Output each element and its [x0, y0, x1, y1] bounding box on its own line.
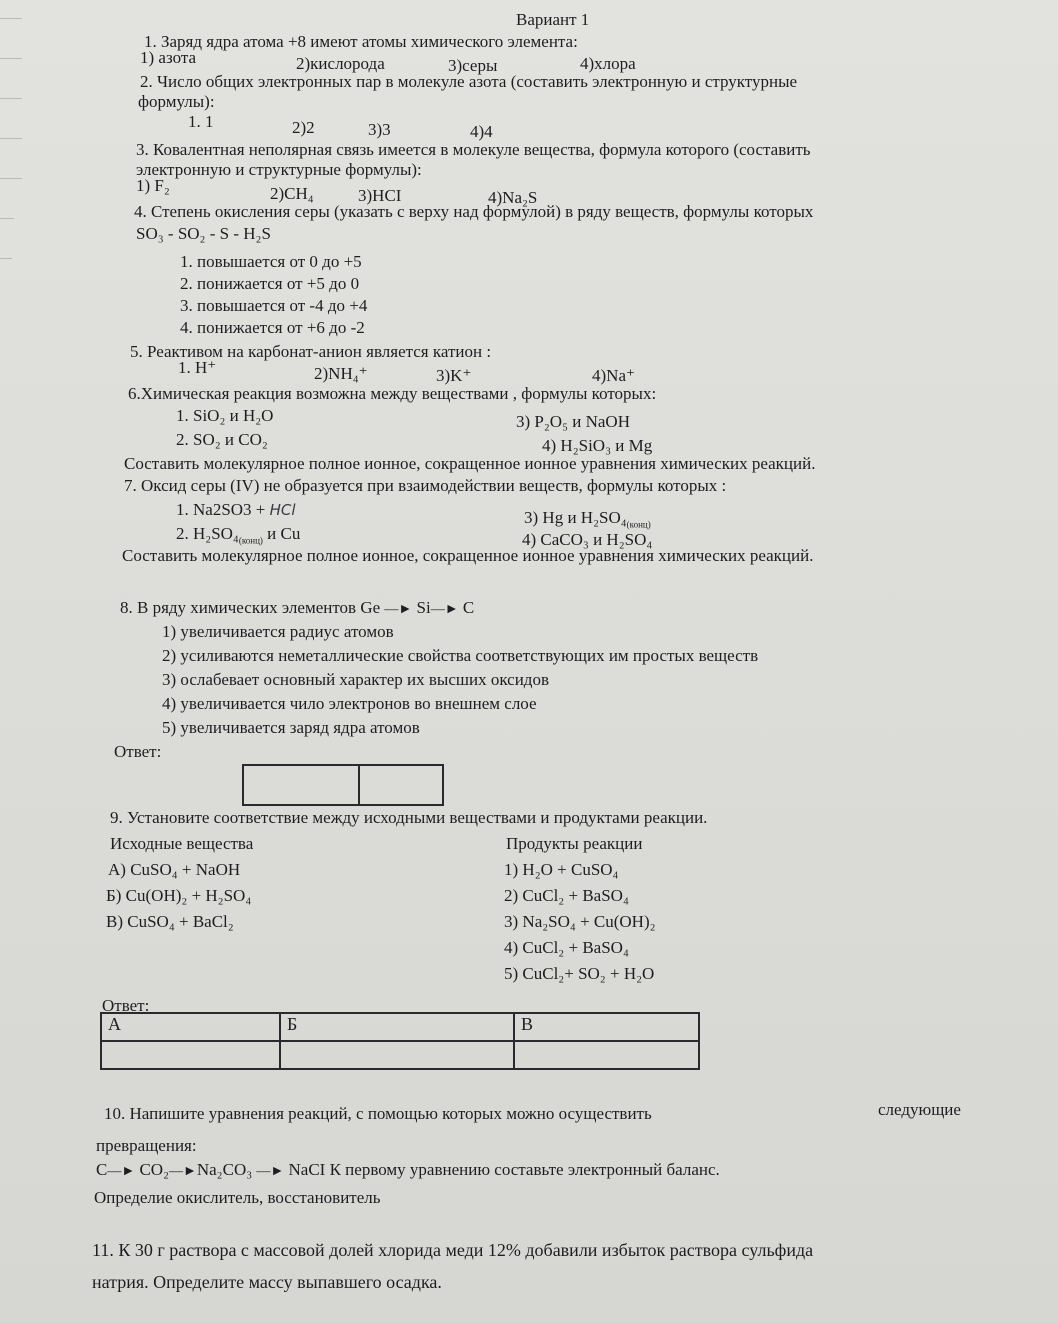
q10-text-2: превращения: [96, 1136, 197, 1155]
q4-option-3: 3. повышается от -4 до +4 [180, 296, 368, 315]
q1-option-2: 2)кислорода [296, 54, 385, 73]
q2-option-2: 2)2 [292, 118, 315, 137]
q8-element-si: Si [412, 598, 431, 617]
q9-answer-table [100, 1012, 700, 1070]
q4-text: 4. Степень окисления серы (указать с верху над формулой) в ряду веществ, формулы которых [134, 202, 814, 221]
q9-right-1: 1) H₂O + CuSO₄ [504, 860, 619, 879]
q2-option-3: 3)3 [368, 120, 391, 139]
q4-series: SO₃ - SO₂ - S - H₂S [136, 224, 271, 243]
q8-answer-boxes [242, 764, 444, 806]
q1-option-3: 3)серы [448, 56, 498, 75]
q10-arrow-2: —► [169, 1164, 197, 1179]
q2-option-1: 1. 1 [188, 112, 214, 131]
q10-chain-na2co3: Na₂CO₃ [196, 1160, 253, 1179]
q9-left-a: А) CuSO₄ + NaOH [108, 860, 241, 879]
q7-handwritten-note: HCl [269, 501, 296, 519]
q7-option-3-text: 3) Hg и H₂SO₄ [524, 508, 627, 527]
q9-right-5: 5) CuCl₂+ SO₂ + H₂O [504, 964, 655, 983]
q11-text-2: натрия. Определите массу выпавшего осадка. [92, 1272, 442, 1292]
q8-text [120, 598, 474, 620]
q9-left-header: Исходные вещества [110, 834, 254, 853]
q9-col-a-header: А [101, 1013, 280, 1041]
q10-arrow-1: —► [107, 1164, 136, 1179]
q10-chain-nacl: NaCI [288, 1160, 326, 1179]
q9-right-header: Продукты реакции [506, 834, 643, 853]
q6-option-3: 3) P₂O₅ и NaOH [516, 412, 630, 431]
q8-answer-label: Ответ: [114, 742, 162, 761]
q10-text-1: 10. Напишите уравнения реакций, с помощью которых можно осуществить [104, 1104, 652, 1123]
q6-instruction: Составить молекулярное полное ионное, сокращенное ионное уравнения химических реакций. [124, 454, 816, 473]
q8-option-4: 4) увеличивается чило электронов во внешнем слое [162, 694, 537, 713]
q7-option-1-text: 1. Na2SO3 + [176, 500, 270, 519]
q4-option-4: 4. понижается от +6 до -2 [180, 318, 365, 337]
q11-text-1: 11. К 30 г раствора с массовой долей хлорида меди 12% добавили избыток раствора сульфида [92, 1240, 814, 1260]
q8-answer-box-1[interactable] [244, 766, 360, 804]
q8-option-1: 1) увеличивается радиус атомов [162, 622, 394, 641]
q10-text-3: Определие окислитель, восстановитель [94, 1188, 381, 1207]
q7-option-2-subscript: (конц) [238, 535, 263, 546]
q1-option-1: 1) азота [140, 48, 197, 67]
q3-option-3: 3)HCI [358, 186, 402, 205]
q9-col-v-header: В [514, 1013, 699, 1041]
q5-option-2: 2)NH₄⁺ [314, 364, 368, 383]
q7-option-2-text: 2. H₂SO₄ [176, 524, 239, 543]
q10-arrow-3: —► [256, 1164, 285, 1179]
q8-option-2: 2) усиливаются неметаллические свойства соответствующих им простых веществ [162, 646, 759, 665]
q6-option-1: 1. SiO₂ и H₂O [176, 406, 274, 425]
q8-answer-box-2[interactable] [360, 766, 442, 804]
q9-answer-b[interactable] [280, 1041, 514, 1069]
q9-right-4: 4) CuCl₂ + BaSO₄ [504, 938, 629, 957]
q3-option-4: 4)Na₂S [488, 188, 538, 207]
q1-text: 1. Заряд ядра атома +8 имеют атомы химического элемента: [144, 32, 578, 51]
q6-text: 6.Химическая реакция возможна между веществами , формулы которых: [128, 384, 657, 403]
q7-instruction: Составить молекулярное полное ионное, сокращенное ионное уравнения химических реакций. [122, 546, 814, 565]
q8-arrow-2: —► [430, 602, 459, 617]
q6-option-4: 4) H₂SiO₃ и Mg [542, 436, 653, 455]
q5-option-4: 4)Na⁺ [592, 366, 635, 385]
q9-answer-label: Ответ: [102, 996, 150, 1015]
q5-option-1: 1. H⁺ [178, 358, 217, 377]
q7-option-3-subscript: (конц) [626, 519, 651, 530]
q7-option-4: 4) CaCO₃ и H₂SO₄ [522, 530, 653, 549]
q8-arrow-1: —► [384, 602, 413, 617]
q8-option-3: 3) ослабевает основный характер их высших оксидов [162, 670, 549, 689]
q6-option-2: 2. SO₂ и CO₂ [176, 430, 268, 449]
q8-option-5: 5) увеличивается заряд ядра атомов [162, 718, 420, 737]
q3-option-2: 2)CH₄ [270, 184, 314, 203]
q8-text-main: 8. В ряду химических элементов Ge [120, 598, 385, 617]
variant-title: Вариант 1 [516, 10, 590, 29]
q3-text-1: 3. Ковалентная неполярная связь имеется в молекуле вещества, формула которого (составить [136, 140, 811, 159]
q7-option-2-tail: и Cu [262, 524, 301, 543]
q5-option-3: 3)K⁺ [436, 366, 472, 385]
q10-chain-tail: К первому уравнению составьте электронный баланс. [325, 1160, 720, 1179]
q9-answer-a[interactable] [101, 1041, 280, 1069]
q2-text-1: 2. Число общих электронных пар в молекуле азота (составить электронную и структурные [140, 72, 798, 91]
q9-right-3: 3) Na₂SO₄ + Cu(OH)₂ [504, 912, 656, 931]
q9-answer-v[interactable] [514, 1041, 699, 1069]
q1-option-4: 4)хлора [580, 54, 636, 73]
q9-text: 9. Установите соответствие между исходными веществами и продуктами реакции. [110, 808, 708, 827]
q4-option-2: 2. понижается от +5 до 0 [180, 274, 360, 293]
q9-left-b: Б) Cu(OH)₂ + H₂SO₄ [106, 886, 252, 905]
q7-option-1 [176, 500, 296, 520]
q10-chain-c: C [96, 1160, 108, 1179]
q9-col-b-header: Б [280, 1013, 514, 1041]
q10-chain-co2: CO₂ [139, 1160, 169, 1179]
q8-element-c: C [458, 598, 475, 617]
q10-chain [96, 1160, 720, 1182]
q10-text-1b: следующие [878, 1100, 961, 1119]
q4-option-1: 1. повышается от 0 до +5 [180, 252, 362, 271]
q3-text-2: электронную и структурные формулы): [136, 160, 422, 179]
q7-text: 7. Оксид серы (IV) не образуется при взаимодействии веществ, формулы которых : [124, 476, 727, 495]
q5-text: 5. Реактивом на карбонат-анион является катион : [130, 342, 492, 361]
q3-option-1: 1) F₂ [136, 176, 170, 195]
q2-text-2: формулы): [138, 92, 215, 111]
q9-left-v: В) CuSO₄ + BaCl₂ [106, 912, 234, 931]
q2-option-4: 4)4 [470, 122, 493, 141]
q9-right-2: 2) CuCl₂ + BaSO₄ [504, 886, 629, 905]
